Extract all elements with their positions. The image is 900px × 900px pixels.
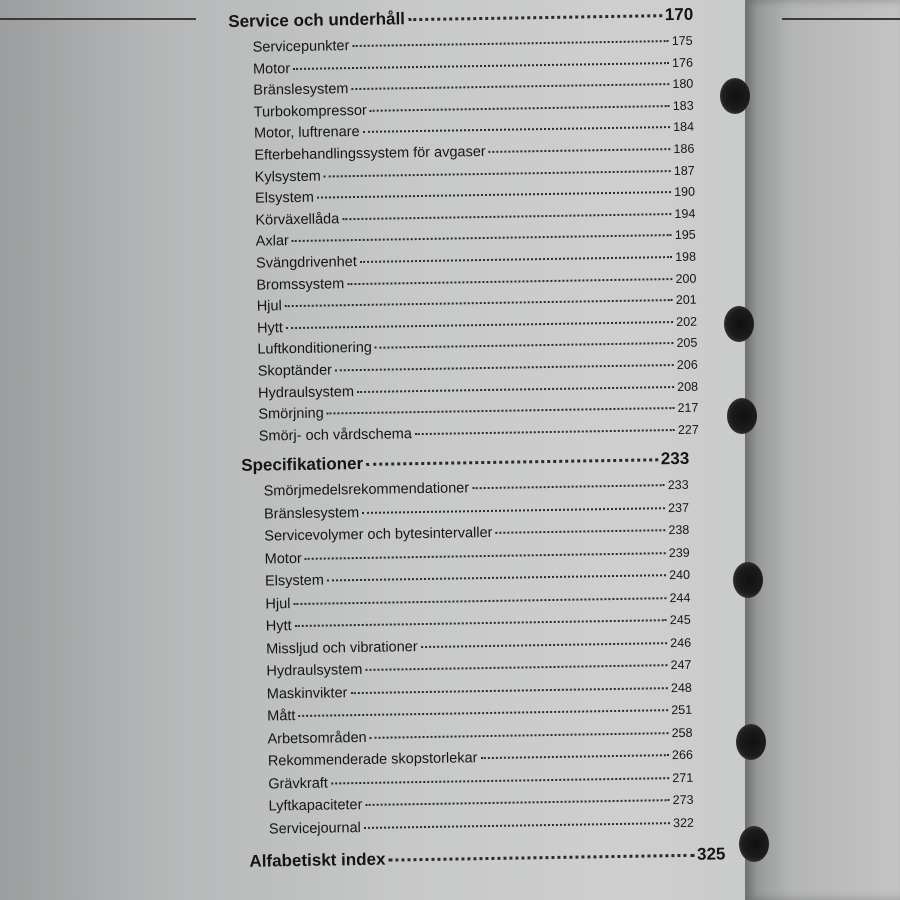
dot-leader (327, 407, 675, 414)
section-heading (241, 449, 689, 476)
dot-leader (298, 709, 668, 717)
page-number: 239 (668, 545, 690, 560)
entry-title: Servicevolymer och bytesintervaller (264, 524, 493, 545)
entry-title: Luftkonditionering (257, 340, 373, 358)
dot-leader (293, 62, 669, 70)
toc-entry (255, 205, 695, 228)
toc-entry (264, 499, 689, 522)
page-number: 233 (667, 477, 689, 493)
toc-entry (256, 227, 696, 250)
page-number: 238 (668, 522, 690, 538)
page-number: 175 (671, 33, 693, 49)
page-number: 240 (669, 567, 691, 583)
entry-title: Hydraulsystem (266, 661, 363, 680)
toc-entry (269, 814, 694, 837)
dot-leader (363, 126, 671, 133)
page-number: 247 (670, 657, 692, 673)
entry-title: Rekommenderade skopstorlekar (267, 750, 478, 770)
toc-entry (253, 76, 693, 99)
dot-leader (331, 777, 670, 784)
toc-entry (266, 657, 691, 680)
page-number: 198 (675, 249, 697, 265)
dot-leader (364, 822, 670, 829)
toc-entry (253, 33, 693, 56)
dot-leader (305, 552, 666, 560)
entry-title: Elsystem (254, 189, 315, 207)
toc-entry (254, 141, 694, 164)
page-number: 244 (669, 590, 691, 605)
toc-entry (268, 769, 693, 792)
header-rule-right (782, 18, 900, 20)
toc-entry (259, 421, 699, 444)
entry-title: Hytt (265, 618, 292, 635)
entry-title: Missljud och vibrationer (266, 638, 418, 657)
page-number: 195 (674, 228, 696, 243)
page-number: 184 (673, 120, 695, 135)
toc-entry (266, 634, 691, 657)
dot-leader (324, 170, 671, 177)
toc-entry (256, 270, 696, 293)
dot-leader (286, 321, 673, 329)
header-rule-left (0, 18, 196, 20)
toc-entry (257, 313, 697, 336)
entry-title: Körväxellåda (255, 211, 340, 229)
entry-title: Hjul (256, 298, 282, 315)
dot-leader (472, 484, 665, 489)
page-number: 208 (677, 379, 699, 394)
entry-title: Efterbehandlingssystem för avgaser (254, 143, 486, 164)
binder-hole-icon (739, 826, 769, 862)
toc-entry (253, 54, 693, 77)
page-number: 325 (696, 844, 726, 864)
dot-leader (365, 799, 669, 806)
entry-title: Motor (264, 550, 302, 567)
entry-title: Specifikationer (241, 453, 364, 475)
toc-entry (267, 724, 692, 747)
page-number: 206 (676, 357, 698, 372)
toc-entry (265, 544, 690, 567)
dot-leader (408, 14, 662, 21)
section-heading (249, 844, 725, 871)
entry-title: Motor (252, 60, 291, 78)
page-number: 194 (674, 206, 696, 221)
section-heading (228, 5, 693, 32)
binder-hole-icon (736, 724, 766, 760)
entry-title: Lyftkapaciteter (268, 796, 363, 815)
toc-entry (267, 702, 692, 725)
dot-leader (285, 299, 673, 307)
toc-entry (264, 477, 689, 500)
dot-leader (317, 191, 671, 199)
entry-title: Service och underhåll (228, 9, 406, 31)
toc-entry (258, 378, 698, 401)
entry-title: Skoptänder (257, 362, 333, 380)
toc-entry (257, 335, 697, 358)
toc-entry (258, 400, 698, 423)
dot-leader (366, 458, 658, 466)
entry-title: Hydraulsystem (257, 383, 355, 402)
entry-title: Servicejournal (268, 819, 361, 837)
binder-hole-icon (720, 78, 750, 114)
entry-title: Kylsystem (254, 168, 321, 186)
entry-title: Svängdrivenhet (255, 254, 357, 272)
dot-leader (357, 386, 674, 393)
entry-title: Bromssystem (256, 275, 345, 294)
page-number: 190 (674, 184, 696, 200)
dot-leader (292, 234, 672, 242)
toc-entry (255, 184, 695, 207)
dot-leader (375, 342, 674, 349)
dot-leader (351, 83, 669, 90)
dot-leader (335, 364, 674, 371)
dot-leader (347, 278, 672, 285)
page-number: 183 (672, 98, 694, 113)
dot-leader (327, 574, 666, 581)
dot-leader (489, 148, 671, 153)
page-number: 251 (671, 702, 693, 718)
toc-entry (268, 792, 693, 815)
page-number: 187 (673, 163, 695, 178)
page-number: 180 (672, 76, 694, 92)
dot-leader (365, 664, 667, 671)
entry-title: Arbetsområden (267, 729, 367, 747)
page-number: 233 (660, 448, 690, 469)
page-number: 273 (672, 792, 694, 808)
toc-entry (268, 747, 693, 770)
entry-title: Elsystem (264, 572, 325, 590)
entry-title: Smörjning (258, 405, 324, 423)
entry-title: Bränslesystem (253, 81, 349, 99)
page-number: 227 (677, 422, 699, 437)
dot-leader (350, 687, 668, 694)
page-number: 248 (670, 680, 692, 695)
binder-hole-icon (733, 562, 763, 598)
table-of-contents (228, 0, 726, 871)
dot-leader (370, 105, 670, 112)
dot-leader (293, 597, 666, 605)
page-number: 271 (672, 770, 694, 785)
page-number: 170 (664, 4, 694, 25)
toc-entry (254, 119, 694, 142)
page-number: 322 (672, 815, 695, 830)
dot-leader (415, 429, 675, 435)
toc-entry (256, 249, 696, 272)
entry-title: Axlar (255, 233, 289, 250)
dot-leader (495, 529, 665, 534)
entry-title: Hytt (256, 319, 284, 337)
toc-entry (265, 589, 690, 612)
binder-hole-icon (724, 306, 754, 342)
dot-leader (388, 854, 694, 862)
page-number: 237 (667, 500, 690, 515)
dot-leader (342, 213, 671, 220)
entry-title: Servicepunkter (252, 38, 350, 56)
entry-title: Grävkraft (268, 775, 328, 792)
entry-title: Bränslesystem (263, 504, 360, 522)
toc-entry (254, 97, 694, 120)
binder-hole-icon (727, 398, 757, 434)
entry-title: Turbokompressor (253, 102, 367, 121)
entry-title: Alfabetiskt index (249, 849, 386, 871)
dot-leader (421, 642, 668, 648)
dot-leader (295, 619, 667, 627)
entry-title: Mått (267, 708, 296, 725)
dot-leader (362, 507, 665, 514)
next-page-edge (745, 0, 900, 900)
page-number: 201 (675, 292, 697, 308)
page-number: 246 (670, 635, 692, 650)
entry-title: Smörj- och vårdschema (258, 425, 413, 445)
toc-entry (264, 522, 689, 545)
page-number: 200 (675, 271, 697, 286)
page-number: 205 (676, 336, 698, 351)
page-number: 186 (673, 141, 695, 157)
dot-leader (370, 732, 669, 739)
toc-entry (258, 357, 698, 380)
entry-title: Smörjmedelsrekommendationer (263, 480, 470, 500)
page-number: 266 (671, 747, 693, 763)
page-number: 245 (669, 612, 691, 628)
toc-entry (266, 612, 691, 635)
toc-entry (255, 162, 695, 185)
entry-title: Maskinvikter (266, 684, 348, 702)
dot-leader (360, 256, 672, 263)
toc-entry (265, 567, 690, 590)
page-number: 217 (677, 400, 699, 416)
toc-entry (267, 679, 692, 702)
page-number: 202 (676, 314, 698, 329)
entry-title: Hjul (265, 595, 291, 612)
page-number: 258 (671, 725, 693, 740)
dot-leader (352, 40, 668, 47)
page-number: 176 (672, 55, 694, 70)
toc-entry (257, 292, 697, 315)
entry-title: Motor, luftrenare (253, 124, 360, 142)
dot-leader (480, 754, 669, 759)
